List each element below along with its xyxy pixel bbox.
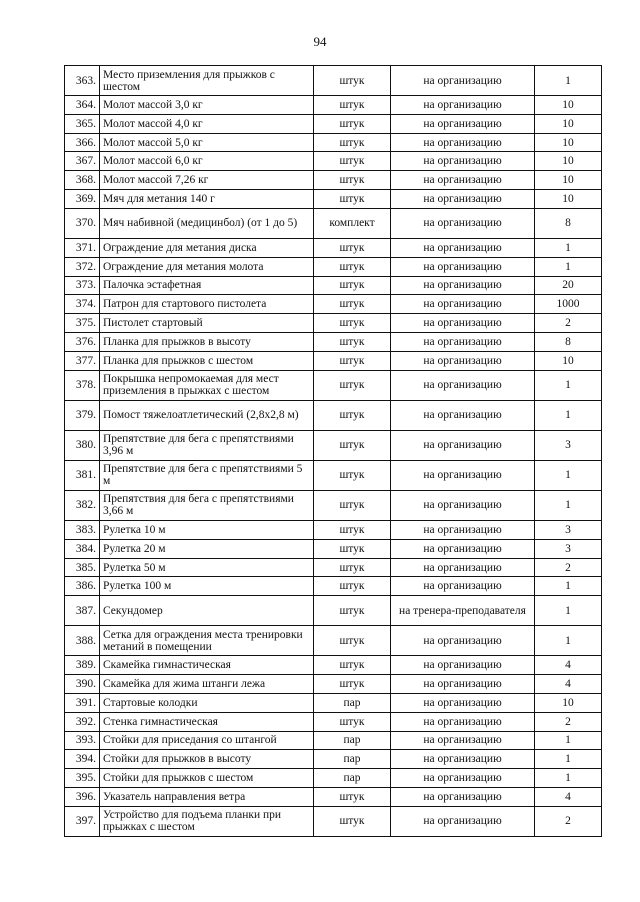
cell-name: Молот массой 7,26 кг	[100, 171, 314, 190]
cell-basis: на организацию	[391, 400, 535, 430]
cell-qty: 10	[535, 351, 602, 370]
cell-qty: 10	[535, 114, 602, 133]
cell-num: 389.	[65, 656, 100, 675]
cell-basis: на организацию	[391, 750, 535, 769]
table-row	[65, 351, 602, 370]
cell-qty: 1	[535, 238, 602, 257]
cell-num: 369.	[65, 190, 100, 209]
cell-basis: на организацию	[391, 577, 535, 596]
table-row	[65, 656, 602, 675]
cell-name: Стартовые колодки	[100, 693, 314, 712]
cell-unit: штук	[314, 133, 391, 152]
cell-num: 382.	[65, 490, 100, 520]
cell-qty: 2	[535, 314, 602, 333]
cell-name: Молот массой 5,0 кг	[100, 133, 314, 152]
cell-num: 385.	[65, 558, 100, 577]
cell-unit: штук	[314, 490, 391, 520]
cell-unit: штук	[314, 521, 391, 540]
cell-qty: 2	[535, 558, 602, 577]
cell-num: 376.	[65, 332, 100, 351]
cell-qty: 1	[535, 731, 602, 750]
table-row	[65, 460, 602, 490]
table-row	[65, 675, 602, 694]
cell-name: Покрышка непромокаемая для мест приземления в прыжках с шестом	[100, 370, 314, 400]
cell-name: Указатель направления ветра	[100, 787, 314, 806]
cell-num: 366.	[65, 133, 100, 152]
cell-qty: 2	[535, 806, 602, 836]
cell-unit: штук	[314, 114, 391, 133]
cell-name: Стенка гимнастическая	[100, 712, 314, 731]
table-row	[65, 769, 602, 788]
cell-unit: штук	[314, 430, 391, 460]
cell-name: Место приземления для прыжков с шестом	[100, 66, 314, 96]
cell-num: 391.	[65, 693, 100, 712]
cell-basis: на организацию	[391, 171, 535, 190]
cell-qty: 10	[535, 96, 602, 115]
cell-num: 380.	[65, 430, 100, 460]
cell-num: 378.	[65, 370, 100, 400]
cell-basis: на организацию	[391, 351, 535, 370]
table-row	[65, 400, 602, 430]
cell-name: Молот массой 6,0 кг	[100, 152, 314, 171]
cell-num: 388.	[65, 626, 100, 656]
table-row	[65, 693, 602, 712]
table-row	[65, 521, 602, 540]
cell-num: 379.	[65, 400, 100, 430]
cell-qty: 1	[535, 626, 602, 656]
table-row	[65, 577, 602, 596]
cell-name: Рулетка 100 м	[100, 577, 314, 596]
cell-basis: на организацию	[391, 521, 535, 540]
table-row	[65, 731, 602, 750]
cell-num: 365.	[65, 114, 100, 133]
cell-basis: на организацию	[391, 558, 535, 577]
cell-basis: на организацию	[391, 693, 535, 712]
table-row	[65, 238, 602, 257]
cell-name: Скамейка гимнастическая	[100, 656, 314, 675]
cell-name: Устройство для подъема планки при прыжках с шестом	[100, 806, 314, 836]
cell-num: 397.	[65, 806, 100, 836]
cell-num: 368.	[65, 171, 100, 190]
cell-unit: штук	[314, 295, 391, 314]
cell-qty: 1	[535, 490, 602, 520]
cell-num: 371.	[65, 238, 100, 257]
cell-unit: штук	[314, 190, 391, 209]
cell-num: 373.	[65, 276, 100, 295]
cell-num: 387.	[65, 596, 100, 626]
cell-basis: на организацию	[391, 208, 535, 238]
equipment-table-body	[65, 66, 602, 837]
cell-qty: 8	[535, 332, 602, 351]
cell-unit: штук	[314, 656, 391, 675]
cell-num: 396.	[65, 787, 100, 806]
cell-num: 381.	[65, 460, 100, 490]
table-row	[65, 66, 602, 96]
cell-name: Планка для прыжков с шестом	[100, 351, 314, 370]
cell-name: Патрон для стартового пистолета	[100, 295, 314, 314]
equipment-table	[64, 65, 602, 837]
cell-basis: на тренера-преподавателя	[391, 596, 535, 626]
cell-basis: на организацию	[391, 332, 535, 351]
cell-num: 386.	[65, 577, 100, 596]
cell-name: Пистолет стартовый	[100, 314, 314, 333]
cell-name: Палочка эстафетная	[100, 276, 314, 295]
cell-num: 374.	[65, 295, 100, 314]
cell-qty: 4	[535, 675, 602, 694]
cell-num: 364.	[65, 96, 100, 115]
cell-unit: пар	[314, 769, 391, 788]
cell-unit: штук	[314, 238, 391, 257]
cell-qty: 3	[535, 521, 602, 540]
cell-basis: на организацию	[391, 257, 535, 276]
cell-basis: на организацию	[391, 133, 535, 152]
cell-basis: на организацию	[391, 238, 535, 257]
table-row	[65, 596, 602, 626]
table-row	[65, 430, 602, 460]
cell-qty: 20	[535, 276, 602, 295]
cell-name: Секундомер	[100, 596, 314, 626]
table-row	[65, 276, 602, 295]
table-row	[65, 133, 602, 152]
cell-name: Ограждение для метания молота	[100, 257, 314, 276]
cell-qty: 1000	[535, 295, 602, 314]
cell-num: 392.	[65, 712, 100, 731]
cell-qty: 3	[535, 539, 602, 558]
table-row	[65, 332, 602, 351]
cell-basis: на организацию	[391, 295, 535, 314]
table-row	[65, 152, 602, 171]
cell-unit: штук	[314, 171, 391, 190]
cell-name: Стойки для приседания со штангой	[100, 731, 314, 750]
cell-unit: штук	[314, 152, 391, 171]
cell-name: Стойки для прыжков с шестом	[100, 769, 314, 788]
cell-num: 395.	[65, 769, 100, 788]
table-row	[65, 558, 602, 577]
cell-name: Препятствие для бега с препятствиями 3,96 м	[100, 430, 314, 460]
cell-qty: 4	[535, 656, 602, 675]
cell-num: 367.	[65, 152, 100, 171]
table-row	[65, 806, 602, 836]
cell-basis: на организацию	[391, 460, 535, 490]
cell-unit: штук	[314, 400, 391, 430]
cell-basis: на организацию	[391, 314, 535, 333]
table-row	[65, 712, 602, 731]
cell-qty: 3	[535, 430, 602, 460]
table-row	[65, 370, 602, 400]
cell-unit: пар	[314, 750, 391, 769]
cell-name: Скамейка для жима штанги лежа	[100, 675, 314, 694]
cell-basis: на организацию	[391, 787, 535, 806]
cell-name: Мяч набивной (медицинбол) (от 1 до 5)	[100, 208, 314, 238]
cell-unit: штук	[314, 66, 391, 96]
cell-name: Мяч для метания 140 г	[100, 190, 314, 209]
cell-name: Рулетка 10 м	[100, 521, 314, 540]
cell-qty: 2	[535, 712, 602, 731]
cell-unit: штук	[314, 314, 391, 333]
cell-name: Планка для прыжков в высоту	[100, 332, 314, 351]
cell-qty: 1	[535, 400, 602, 430]
cell-name: Рулетка 20 м	[100, 539, 314, 558]
cell-unit: штук	[314, 596, 391, 626]
cell-basis: на организацию	[391, 96, 535, 115]
table-row	[65, 96, 602, 115]
cell-qty: 10	[535, 152, 602, 171]
cell-unit: пар	[314, 731, 391, 750]
cell-unit: штук	[314, 539, 391, 558]
cell-unit: штук	[314, 712, 391, 731]
cell-name: Рулетка 50 м	[100, 558, 314, 577]
cell-qty: 10	[535, 171, 602, 190]
cell-qty: 1	[535, 460, 602, 490]
cell-qty: 1	[535, 66, 602, 96]
cell-qty: 4	[535, 787, 602, 806]
cell-basis: на организацию	[391, 675, 535, 694]
cell-num: 370.	[65, 208, 100, 238]
cell-name: Молот массой 4,0 кг	[100, 114, 314, 133]
cell-unit: штук	[314, 558, 391, 577]
cell-num: 363.	[65, 66, 100, 96]
cell-num: 383.	[65, 521, 100, 540]
cell-qty: 10	[535, 190, 602, 209]
table-row	[65, 787, 602, 806]
cell-num: 390.	[65, 675, 100, 694]
cell-name: Препятствия для бега с препятствиями 3,66 м	[100, 490, 314, 520]
table-row	[65, 314, 602, 333]
cell-basis: на организацию	[391, 430, 535, 460]
cell-name: Молот массой 3,0 кг	[100, 96, 314, 115]
cell-basis: на организацию	[391, 769, 535, 788]
table-row	[65, 750, 602, 769]
cell-basis: на организацию	[391, 66, 535, 96]
cell-unit: пар	[314, 693, 391, 712]
cell-unit: штук	[314, 460, 391, 490]
cell-unit: штук	[314, 332, 391, 351]
cell-basis: на организацию	[391, 626, 535, 656]
cell-unit: штук	[314, 96, 391, 115]
cell-qty: 1	[535, 257, 602, 276]
table-row	[65, 295, 602, 314]
cell-basis: на организацию	[391, 539, 535, 558]
cell-qty: 8	[535, 208, 602, 238]
cell-unit: штук	[314, 351, 391, 370]
cell-unit: штук	[314, 787, 391, 806]
cell-num: 393.	[65, 731, 100, 750]
table-row	[65, 626, 602, 656]
cell-qty: 1	[535, 769, 602, 788]
cell-num: 394.	[65, 750, 100, 769]
cell-qty: 1	[535, 596, 602, 626]
cell-unit: штук	[314, 577, 391, 596]
cell-num: 372.	[65, 257, 100, 276]
cell-name: Стойки для прыжков в высоту	[100, 750, 314, 769]
cell-basis: на организацию	[391, 152, 535, 171]
cell-basis: на организацию	[391, 190, 535, 209]
cell-qty: 1	[535, 370, 602, 400]
cell-qty: 10	[535, 133, 602, 152]
cell-unit: штук	[314, 276, 391, 295]
cell-basis: на организацию	[391, 806, 535, 836]
cell-basis: на организацию	[391, 712, 535, 731]
cell-num: 377.	[65, 351, 100, 370]
cell-basis: на организацию	[391, 276, 535, 295]
table-row	[65, 539, 602, 558]
cell-basis: на организацию	[391, 490, 535, 520]
cell-basis: на организацию	[391, 731, 535, 750]
cell-basis: на организацию	[391, 656, 535, 675]
cell-unit: штук	[314, 257, 391, 276]
table-row	[65, 257, 602, 276]
cell-unit: штук	[314, 806, 391, 836]
cell-qty: 10	[535, 693, 602, 712]
cell-qty: 1	[535, 577, 602, 596]
cell-name: Помост тяжелоатлетический (2,8х2,8 м)	[100, 400, 314, 430]
cell-name: Препятствие для бега с препятствиями 5 м	[100, 460, 314, 490]
cell-unit: штук	[314, 626, 391, 656]
page-number: 94	[313, 34, 327, 49]
table-row	[65, 208, 602, 238]
cell-unit: комплект	[314, 208, 391, 238]
cell-num: 375.	[65, 314, 100, 333]
cell-qty: 1	[535, 750, 602, 769]
table-row	[65, 114, 602, 133]
table-row	[65, 190, 602, 209]
table-row	[65, 490, 602, 520]
cell-name: Ограждение для метания диска	[100, 238, 314, 257]
cell-num: 384.	[65, 539, 100, 558]
cell-basis: на организацию	[391, 114, 535, 133]
table-row	[65, 171, 602, 190]
cell-basis: на организацию	[391, 370, 535, 400]
cell-unit: штук	[314, 675, 391, 694]
cell-unit: штук	[314, 370, 391, 400]
cell-name: Сетка для ограждения места тренировки метаний в помещении	[100, 626, 314, 656]
